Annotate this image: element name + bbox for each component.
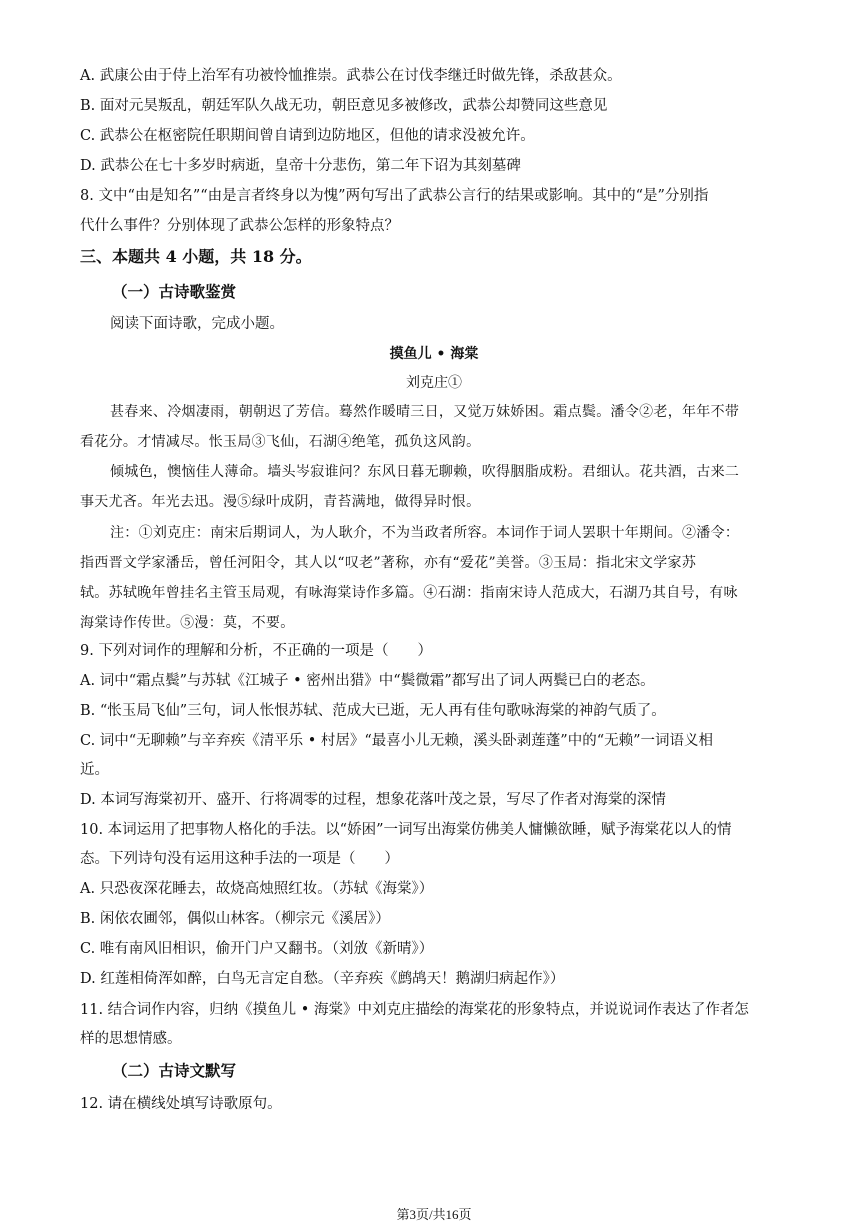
question-10-line1: 10. 本词运用了把事物人格化的手法。以“娇困”一词写出海棠仿佛美人慵懒欲睡，赋予海棠花以人的情 <box>80 822 732 838</box>
option-a-q9: A. 词中“霜点鬓”与苏轼《江城子 • 密州出猎》中“鬓微霜”都写出了词人两鬓已白的老态。 <box>80 673 655 689</box>
question-11-line1: 11. 结合词作内容，归纳《摸鱼儿 • 海棠》中刘克庄描绘的海棠花的形象特点，并说说词作表达了作者怎 <box>80 1002 749 1018</box>
option-c-q9-line1: C. 词中“无聊赖”与辛弃疾《清平乐 • 村居》“最喜小儿无赖，溪头卧剥莲蓬”中的“无赖”一词语义相 <box>80 733 714 749</box>
option-c-q10: C. 唯有南风旧相识，偷开门户又翻书。（刘攽《新晴》） <box>80 941 434 957</box>
poem-author: 刘克庄① <box>406 375 462 391</box>
poem-stanza2-line1: 倾城色，懊恼佳人薄命。墙头岑寂谁问？东风日暮无聊赖，吹得胭脂成粉。君细认。花共酒，古来二 <box>110 464 740 480</box>
poem-stanza1-line1: 甚春来、冷烟凄雨，朝朝迟了芳信。蓦然作暖晴三日，又觉万妹娇困。霜点鬓。潘令②老，年年不带 <box>110 404 740 420</box>
poem-title: 摸鱼儿 • 海棠 <box>389 346 479 362</box>
option-d-q10: D. 红莲相倚浑如醉，白鸟无言定自愁。（辛弃疾《鹧鸪天！鹅湖归病起作》） <box>80 971 565 987</box>
option-c-q7: C. 武恭公在枢密院任职期间曾自请到边防地区，但他的请求没被允许。 <box>80 128 535 144</box>
subsection-recitation-heading: （二）古诗文默写 <box>112 1061 237 1080</box>
question-11-line2: 样的思想情感。 <box>80 1031 182 1047</box>
section-3-heading: 三、本题共 4 小题，共 18 分。 <box>80 247 312 266</box>
reading-instruction: 阅读下面诗歌，完成小题。 <box>110 316 284 332</box>
option-b-q9: B. “怅玉局飞仙”三句，词人怅恨苏轼、范成大已逝，无人再有佳句歌咏海棠的神韵气质了。 <box>80 703 666 719</box>
poem-note-line3: 轼。苏轼晚年曾挂名主管玉局观，有咏海棠诗作多篇。④石湖：指南宋诗人范成大，石湖乃其自号，有咏 <box>80 585 738 601</box>
poem-stanza2-line2: 事天尤吝。年光去迅。漫⑤绿叶成阴，青苔满地，做得异时恨。 <box>80 494 481 510</box>
subsection-poetry-heading: （一）古诗歌鉴赏 <box>112 282 237 301</box>
question-12-stem: 12. 请在横线处填写诗歌原句。 <box>80 1096 282 1112</box>
option-b-q7: B. 面对元昊叛乱，朝廷军队久战无功，朝臣意见多被修改，武恭公却赞同这些意见 <box>80 98 608 114</box>
page-footer: 第3页/共16页 <box>396 1207 472 1222</box>
poem-note-line4: 海棠诗作传世。⑤漫：莫，不要。 <box>80 615 295 631</box>
option-a-q7: A. 武康公由于侍上治军有功被怜恤推崇。武恭公在讨伐李继迁时做先锋，杀敌甚众。 <box>80 68 622 84</box>
option-b-q10: B. 闲依农圃邻，偶似山林客。（柳宗元《溪居》） <box>80 911 390 927</box>
option-d-q7: D. 武恭公在七十多岁时病逝，皇帝十分悲伤，第二年下诏为其刻墓碑 <box>80 158 521 174</box>
poem-stanza1-line2: 看花分。才情减尽。怅玉局③飞仙，石湖④绝笔，孤负这风韵。 <box>80 434 481 450</box>
question-10-line2: 态。下列诗句没有运用这种手法的一项是（ ） <box>80 851 399 867</box>
poem-note-line2: 指西晋文学家潘岳，曾任河阳令，其人以“叹老”著称，亦有“爱花”美誉。③玉局：指北宋文学家苏 <box>80 555 697 571</box>
question-8-line2: 代什么事件？分别体现了武恭公怎样的形象特点？ <box>80 218 399 234</box>
option-a-q10: A. 只恐夜深花睡去，故烧高烛照红妆。（苏轼《海棠》） <box>80 881 434 897</box>
poem-note-line1: 注：①刘克庄：南宋后期词人，为人耿介，不为当政者所容。本词作于词人罢职十年期间。②潘令： <box>110 525 740 541</box>
option-d-q9: D. 本词写海棠初开、盛开、行将凋零的过程，想象花落叶茂之景，写尽了作者对海棠的深情 <box>80 792 666 808</box>
question-8-line1: 8. 文中“由是知名”“由是言者终身以为愧”两句写出了武恭公言行的结果或影响。其中的“是”分别指 <box>80 188 709 204</box>
question-9-stem: 9. 下列对词作的理解和分析，不正确的一项是（ ） <box>80 643 432 659</box>
option-c-q9-line2: 近。 <box>80 762 109 778</box>
